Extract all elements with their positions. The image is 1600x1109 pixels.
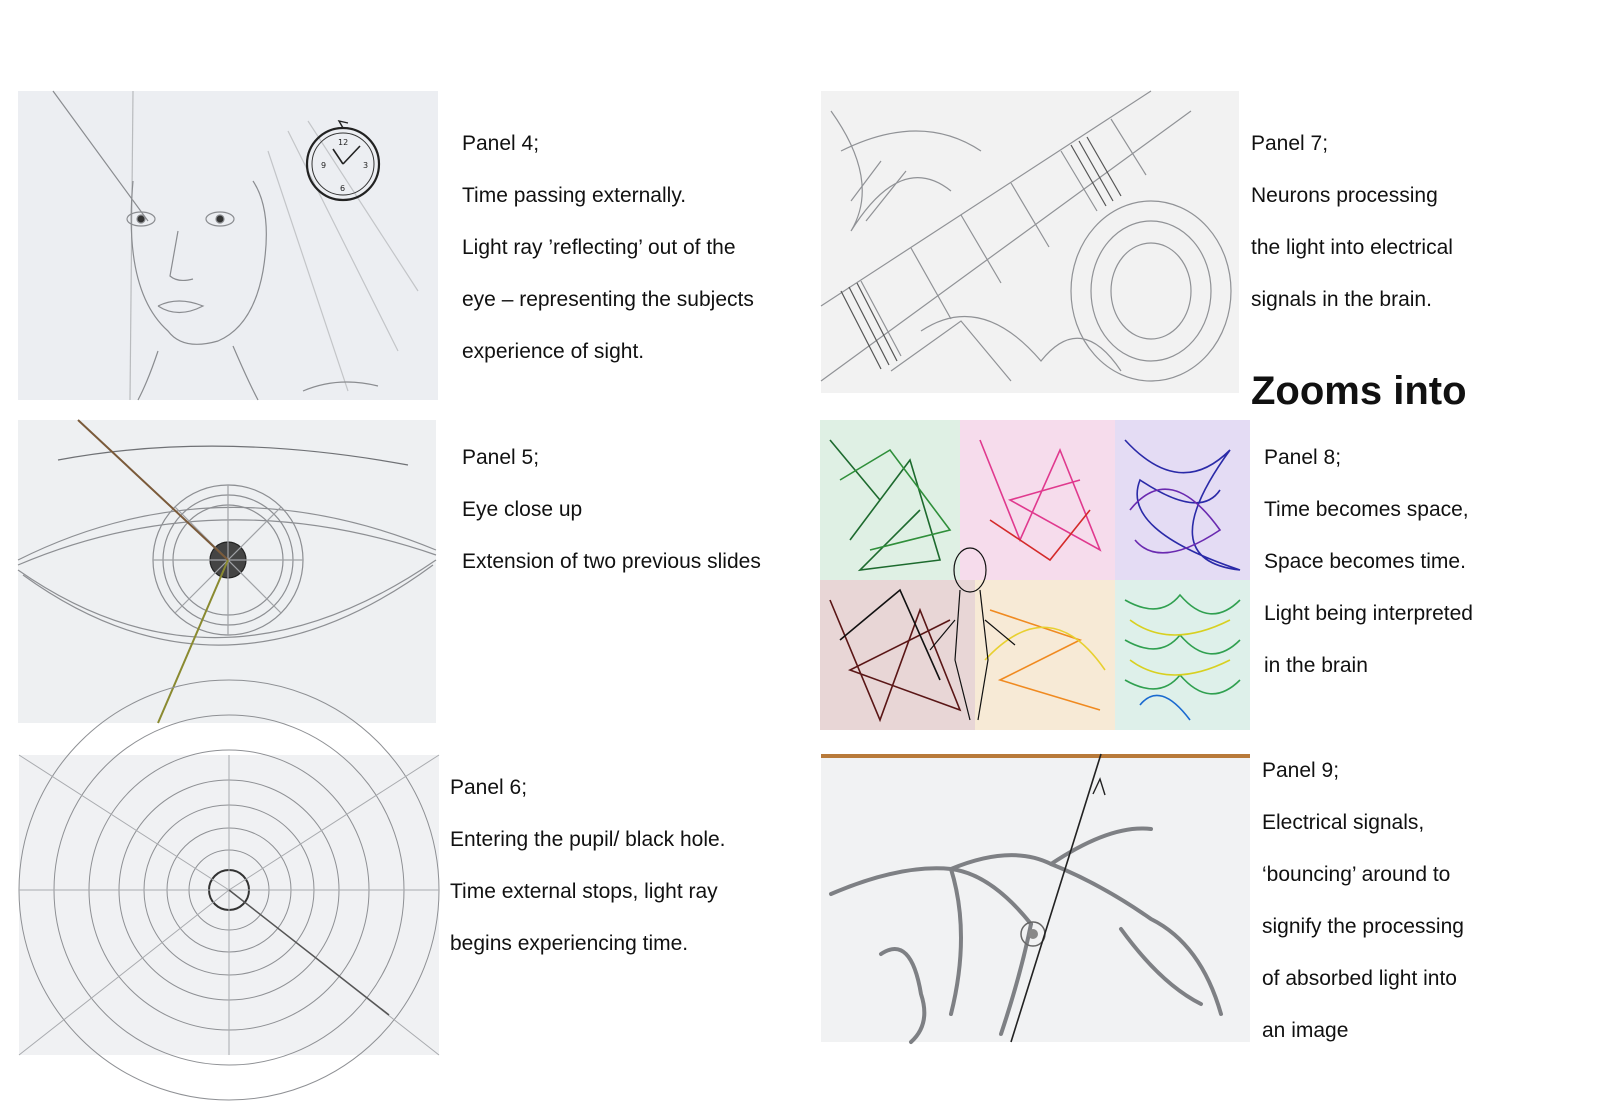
panel-6-image xyxy=(19,755,439,1055)
panel-5-line: Eye close up xyxy=(462,498,583,521)
panel-7-caption xyxy=(1251,118,1453,326)
panel-8-line: Light being interpreted xyxy=(1264,602,1473,625)
clock-sketch xyxy=(307,121,379,200)
svg-text:6: 6 xyxy=(340,184,346,193)
panel-9-caption xyxy=(1262,745,1464,1057)
panel-9-title: Panel 9; xyxy=(1262,759,1340,782)
panel-4-image xyxy=(18,91,438,400)
panel-5-line: Extension of two previous slides xyxy=(462,550,761,573)
panel-4-line: experience of sight. xyxy=(462,340,645,363)
panel-9-image xyxy=(821,754,1250,1042)
panel-5-title: Panel 5; xyxy=(462,446,540,469)
panel-6-caption xyxy=(450,762,726,970)
panel-8-line: Space becomes time. xyxy=(1264,550,1466,573)
panel-7-image xyxy=(821,91,1239,393)
svg-text:12: 12 xyxy=(338,138,349,147)
panel-6-line: begins experiencing time. xyxy=(450,932,689,955)
panel-4-caption xyxy=(462,118,754,378)
panel-8-line: in the brain xyxy=(1264,654,1368,677)
panel-9-line: of absorbed light into xyxy=(1262,967,1457,990)
panel-5-image xyxy=(18,420,436,723)
panel-7-clipped-heading: Zooms into xyxy=(1251,369,1467,413)
panel-8-line: Time becomes space, xyxy=(1264,498,1469,521)
panel-8-title: Panel 8; xyxy=(1264,446,1342,469)
panel-4-line: eye – representing the subjects xyxy=(462,288,754,311)
panel-6-title: Panel 6; xyxy=(450,776,528,799)
panel-7-line: signals in the brain. xyxy=(1251,288,1432,311)
panel-9-line: ‘bouncing’ around to xyxy=(1262,863,1451,886)
panel-7-line: the light into electrical xyxy=(1251,236,1453,259)
panel-7-title: Panel 7; xyxy=(1251,132,1329,155)
panel-5-caption xyxy=(462,432,761,588)
panel-9-line: signify the processing xyxy=(1262,915,1464,938)
panel-4-line: Time passing externally. xyxy=(462,184,687,207)
panel-9-line: an image xyxy=(1262,1019,1349,1042)
panel-9-line: Electrical signals, xyxy=(1262,811,1425,834)
panel-7-line: Neurons processing xyxy=(1251,184,1438,207)
panel-4-line: Light ray ’reflecting’ out of the xyxy=(462,236,736,259)
panel-8-image xyxy=(820,420,1250,730)
panel-6-line: Entering the pupil/ black hole. xyxy=(450,828,726,851)
svg-text:9: 9 xyxy=(321,161,327,170)
panel-6-line: Time external stops, light ray xyxy=(450,880,718,903)
svg-text:3: 3 xyxy=(363,161,369,170)
panel-8-caption xyxy=(1264,432,1473,692)
panel-4-title: Panel 4; xyxy=(462,132,540,155)
